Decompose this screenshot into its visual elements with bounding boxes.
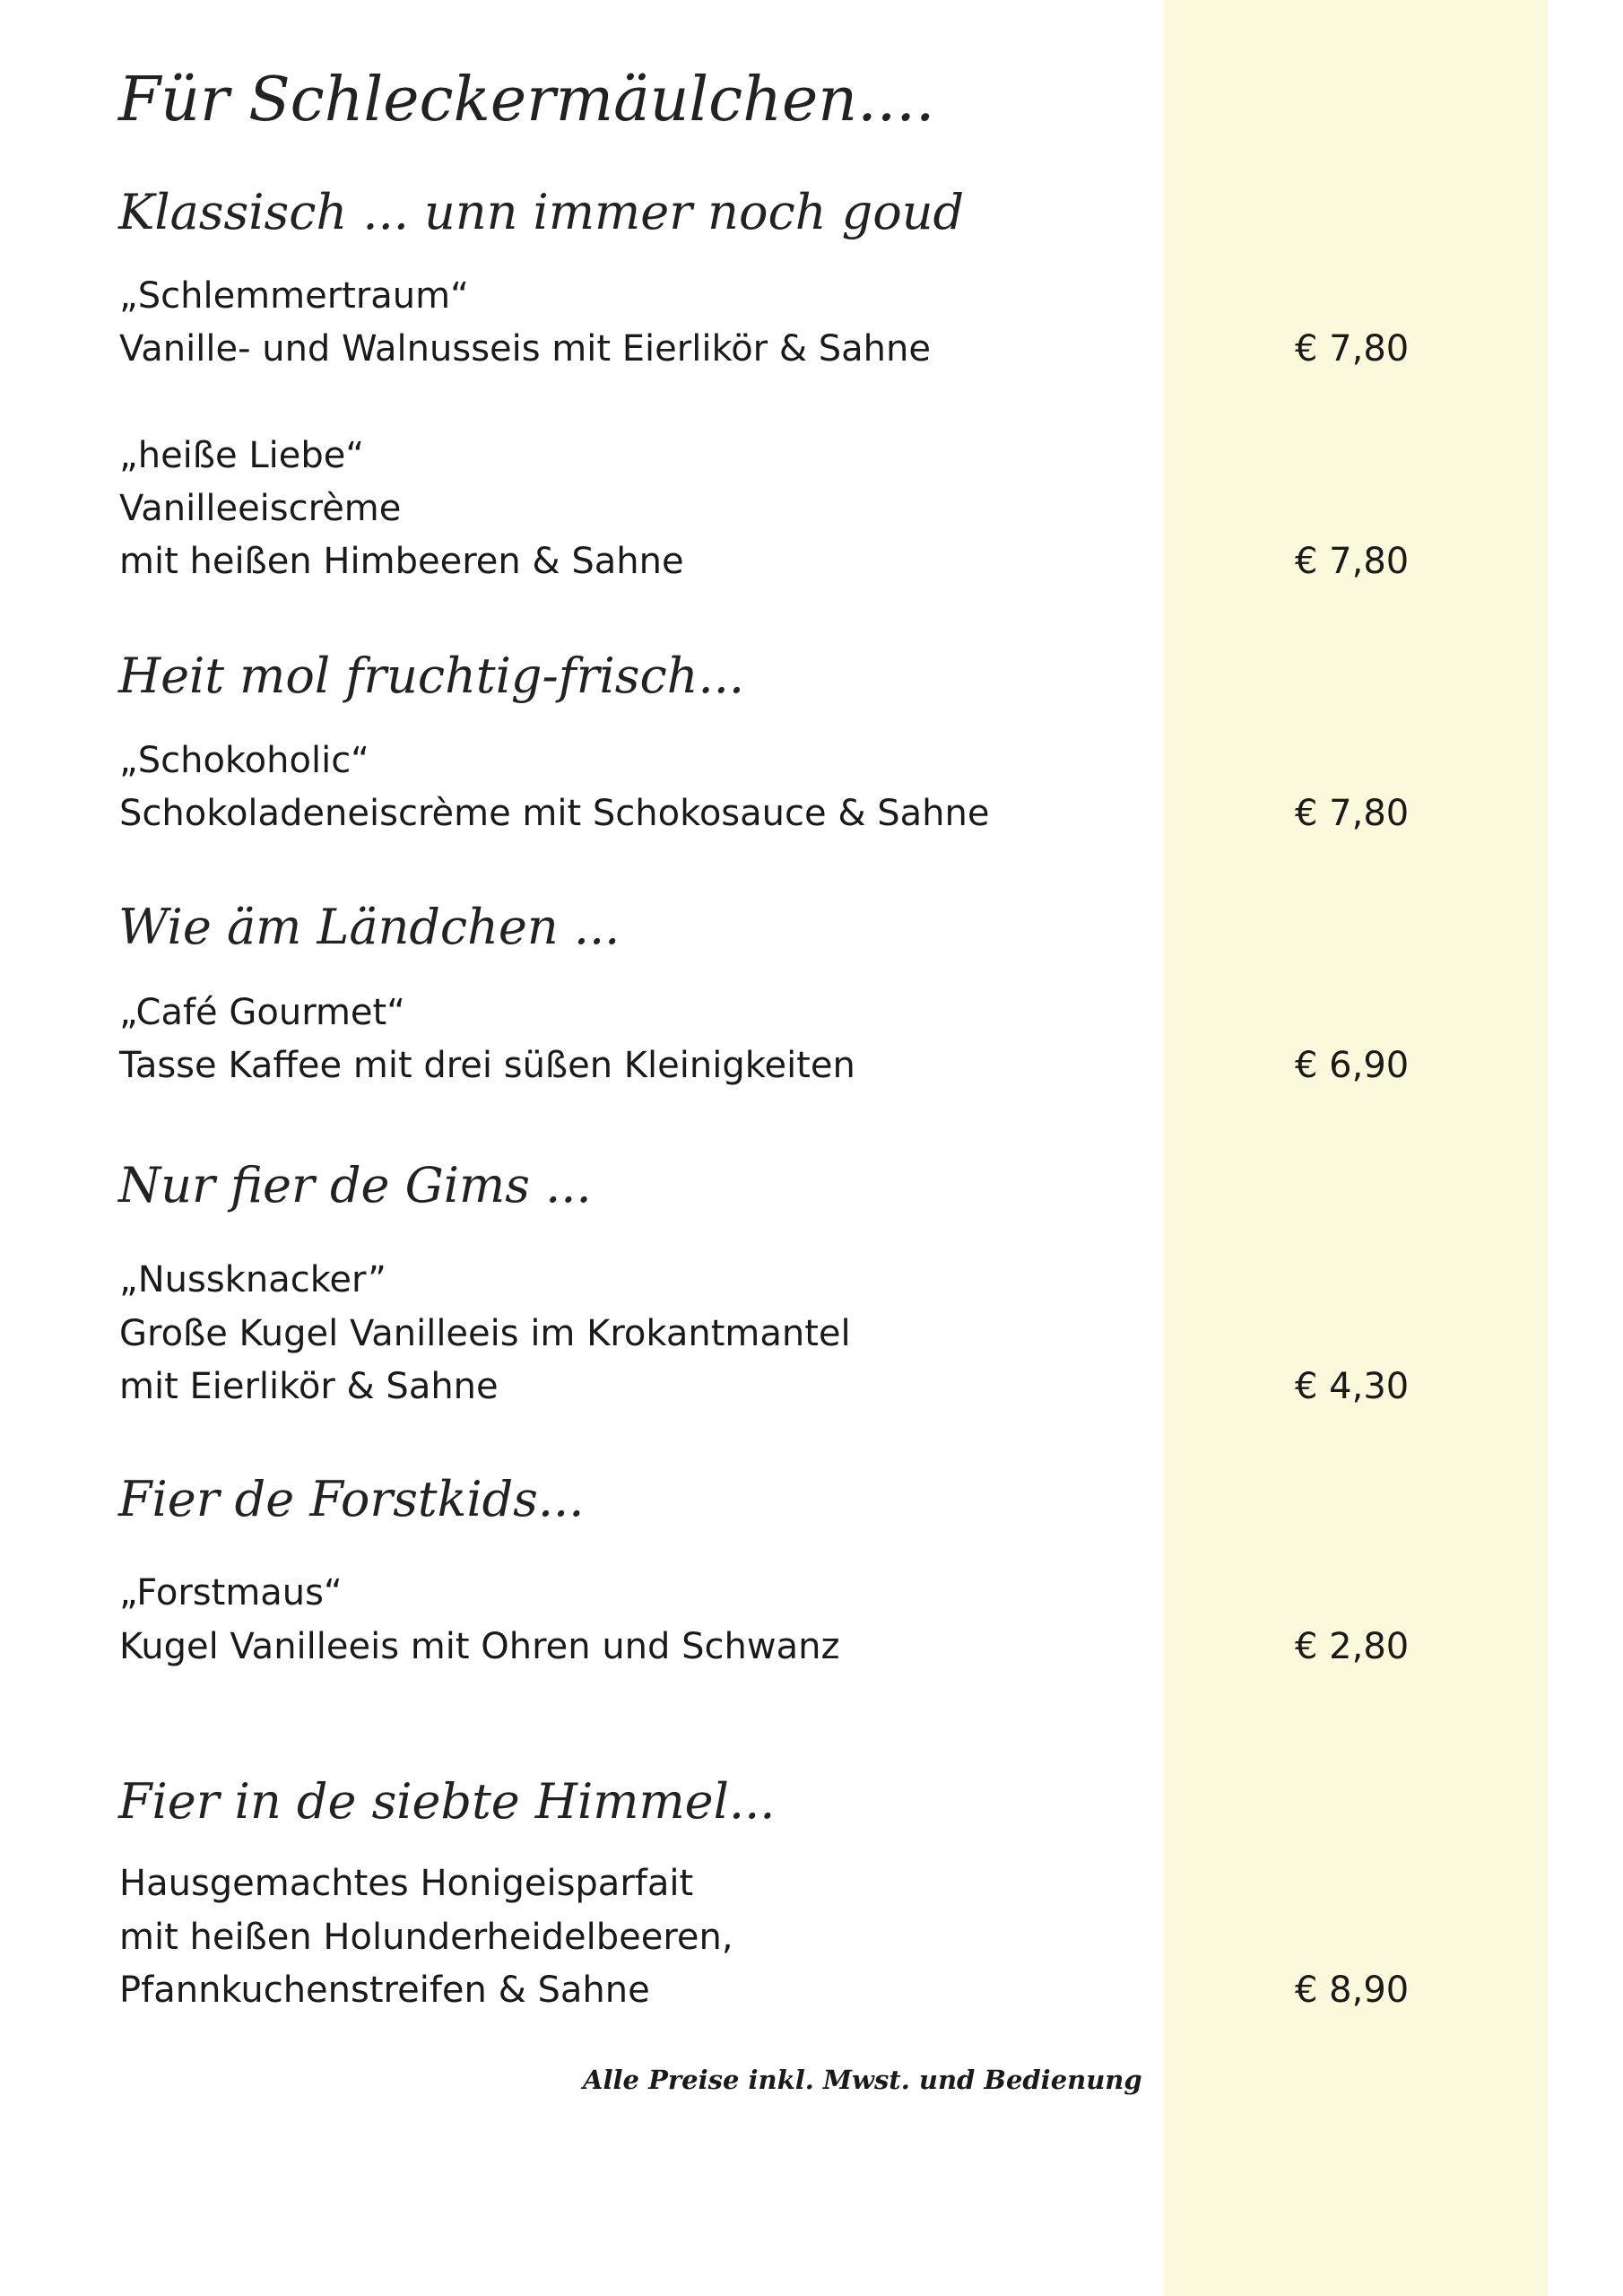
item-description: Hausgemachtes Honigeisparfait [119,1863,694,1904]
item-description: Schokoladeneiscrème mit Schokosauce & Sahne [119,793,990,834]
item-description: Pfannkuchenstreifen & Sahne [119,1970,650,2011]
item-price: € 4,30 [1295,1366,1410,1407]
section-heading: Fier de Forstkids... [118,1471,585,1527]
section-heading: Heit mol fruchtig-frisch... [118,648,745,704]
item-description: Große Kugel Vanilleeis im Krokantmantel [119,1313,851,1354]
item-description: mit heißen Holunderheidelbeeren, [119,1917,733,1958]
item-name: „heiße Liebe“ [119,435,365,476]
item-price: € 7,80 [1295,793,1410,834]
item-description: Tasse Kaffee mit drei süßen Kleinigkeiten [119,1045,855,1086]
item-price: € 7,80 [1295,541,1410,582]
item-description: Vanilleeiscrème [119,488,402,529]
item-description: mit heißen Himbeeren & Sahne [119,541,684,582]
item-name: „Schlemmertraum“ [119,275,469,317]
item-name: „Forstmaus“ [119,1572,343,1613]
item-price: € 2,80 [1295,1626,1410,1667]
item-description: mit Eierlikör & Sahne [119,1366,499,1407]
item-description: Vanille- und Walnusseis mit Eierlikör & Sahne [119,328,931,370]
price-footnote: Alle Preise inkl. Mwst. und Bedienung [583,2065,1142,2095]
item-name: „Café Gourmet“ [119,992,405,1033]
menu-title: Für Schleckermäulchen.... [118,65,935,135]
item-price: € 8,90 [1295,1970,1410,2011]
item-price: € 7,80 [1295,328,1410,370]
section-heading: Wie äm Ländchen ... [118,899,621,955]
item-price: € 6,90 [1295,1045,1410,1086]
item-name: „Schokoholic“ [119,740,369,781]
item-name: „Nussknacker” [119,1259,386,1300]
section-heading: Klassisch ... unn immer noch goud [118,184,965,240]
section-heading: Fier in de siebte Himmel... [118,1773,776,1830]
section-heading: Nur fier de Gims ... [118,1157,592,1213]
item-description: Kugel Vanilleeis mit Ohren und Schwanz [119,1626,840,1667]
